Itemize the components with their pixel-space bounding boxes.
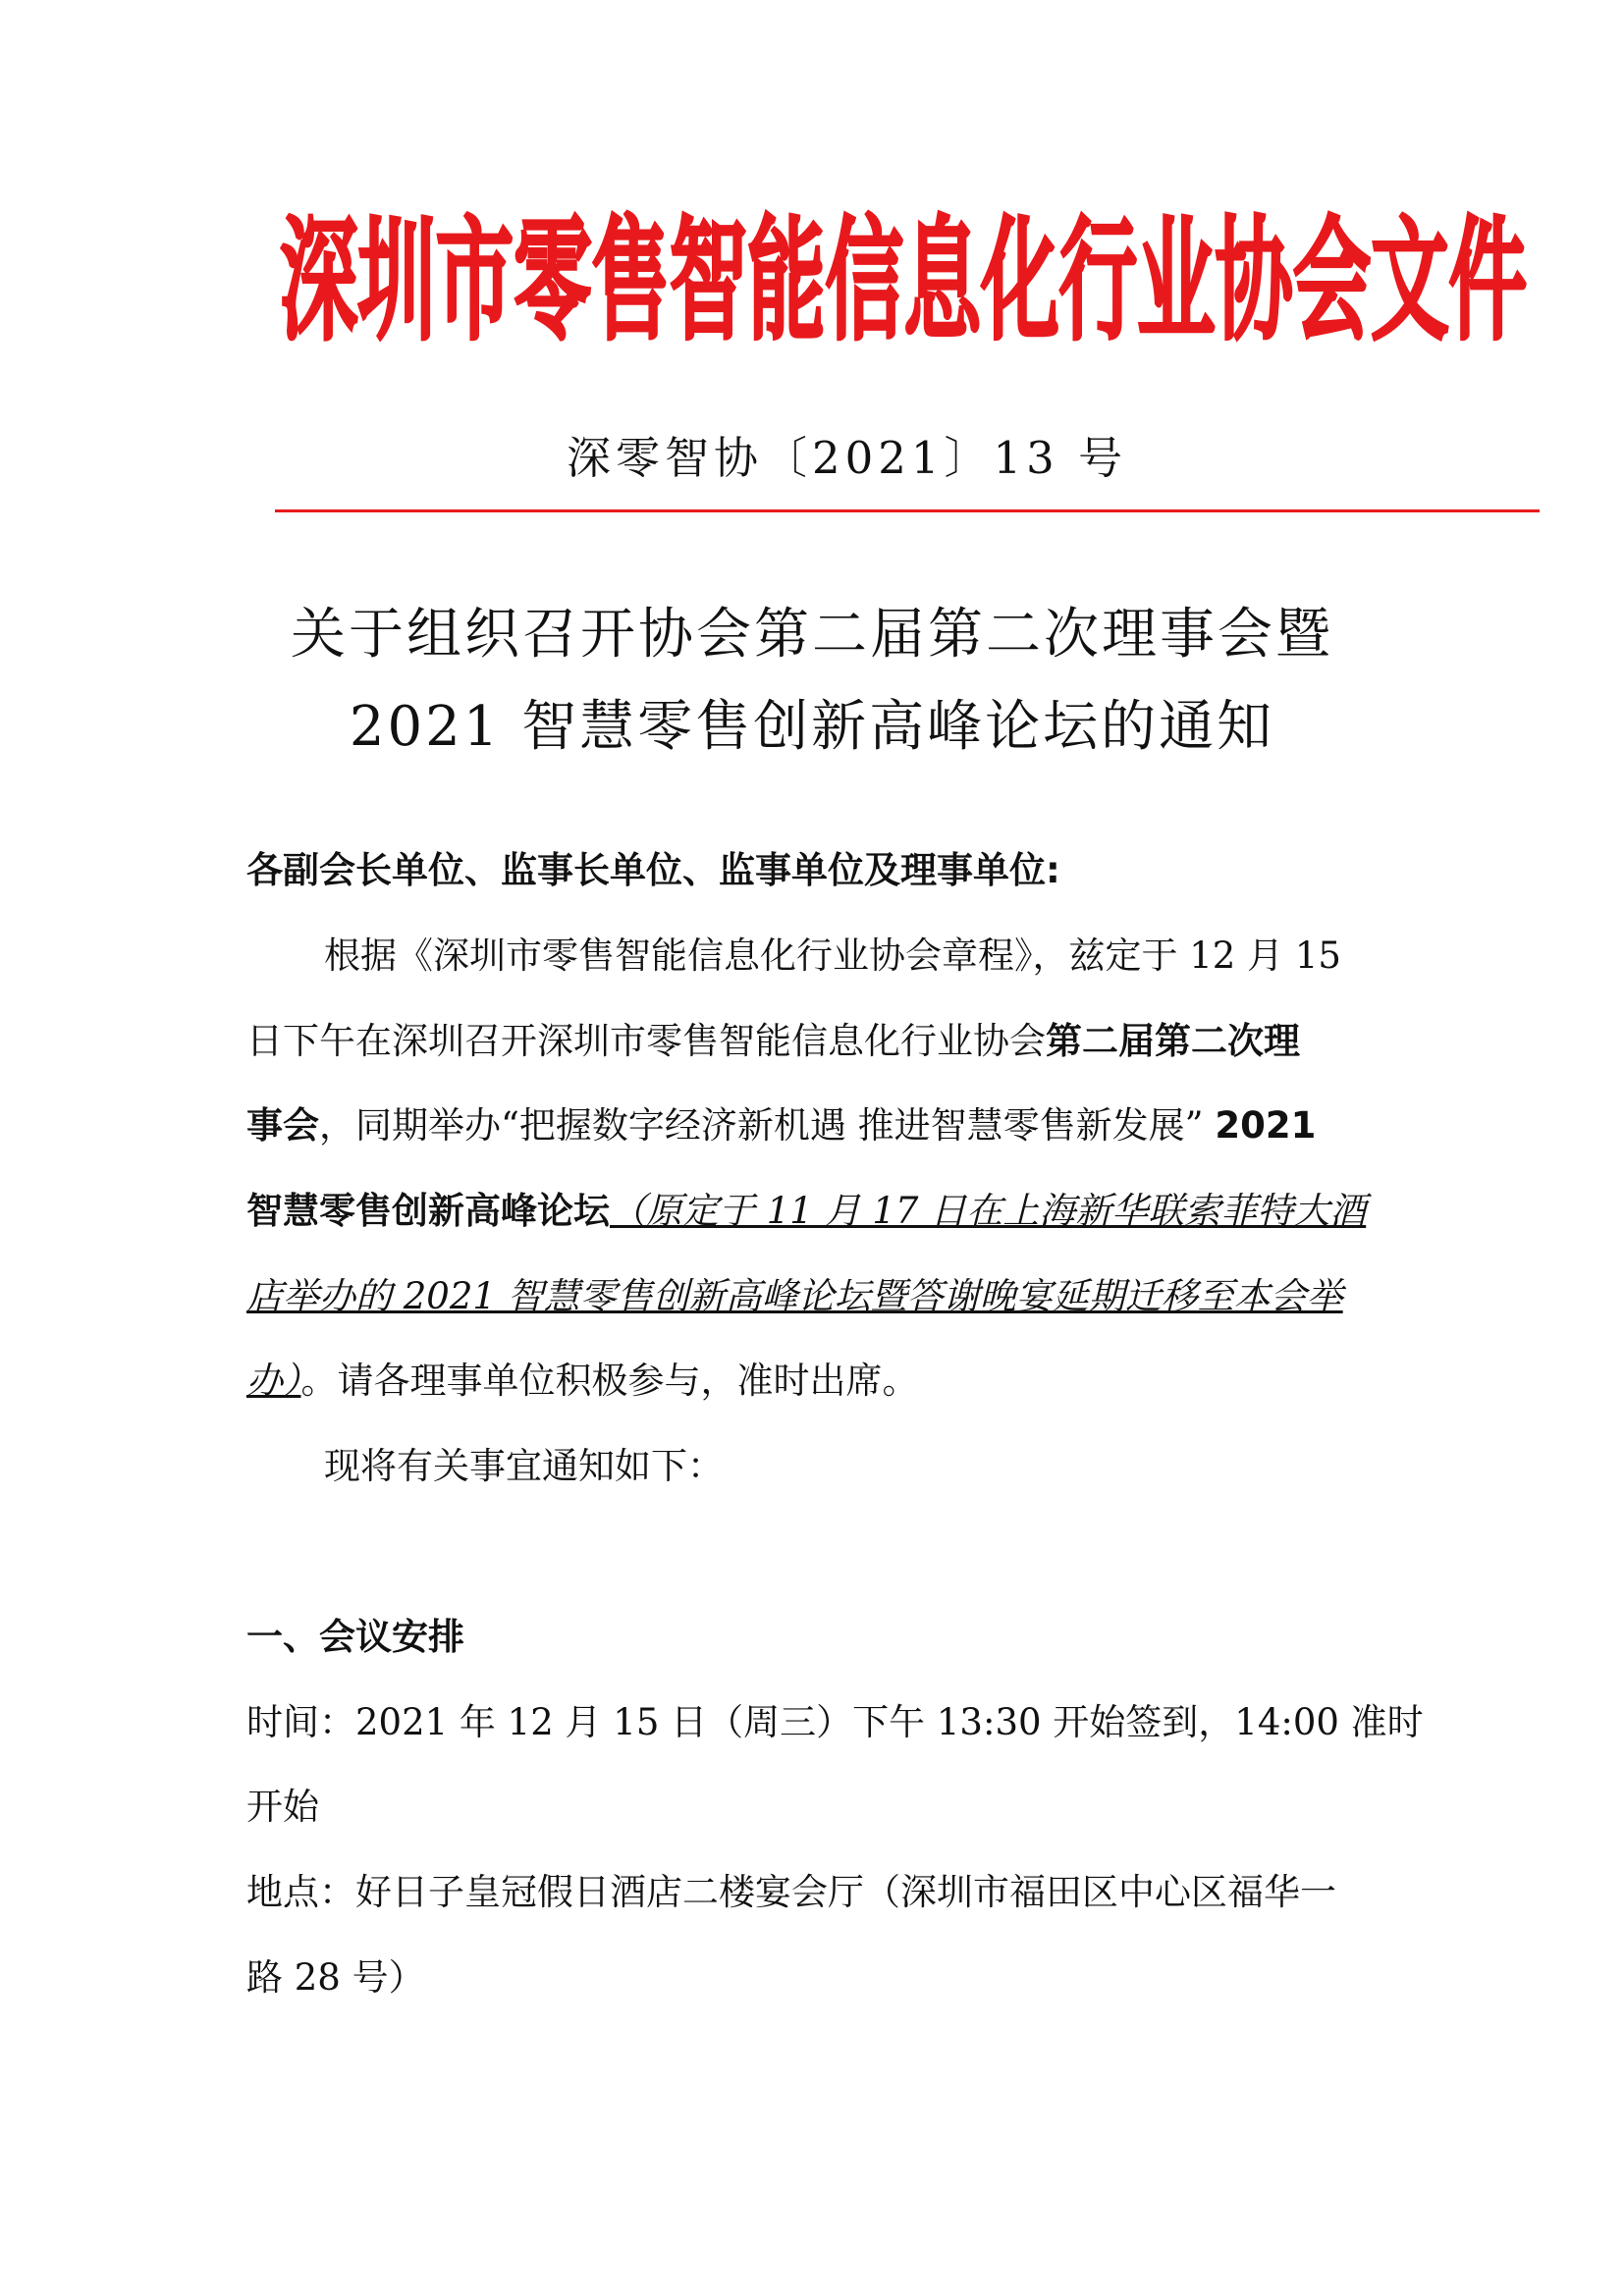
text-bold: 第二届第二次理 <box>1046 1020 1300 1062</box>
text-bold: 2021 <box>1215 1104 1317 1147</box>
salutation: 各副会长单位、监事长单位、监事单位及理事单位: <box>246 849 1060 891</box>
section-heading-1: 一、会议安排 <box>246 1616 464 1658</box>
letterhead-text: 深圳市零售智能信息化行业协会文件 <box>280 204 1527 359</box>
paragraph-1-line-1: 根据《深圳市零售智能信息化行业协会章程》，兹定于 12 月 15 <box>324 934 1341 977</box>
text-plain: ，同期举办“把握数字经济新机遇 推进智慧零售新发展” <box>319 1104 1216 1147</box>
meeting-time-line-2: 开始 <box>246 1786 319 1828</box>
text-bold: 事会 <box>246 1104 319 1147</box>
postponement-note: 办） <box>246 1360 301 1402</box>
text-plain: 。请各理事单位积极参与，准时出席。 <box>300 1360 919 1402</box>
text-plain: 日下午在深圳召开深圳市零售智能信息化行业协会 <box>246 1020 1046 1062</box>
meeting-place-line-2: 路 28 号） <box>246 1956 425 1999</box>
paragraph-1-line-5: 店举办的 2021 智慧零售创新高峰论坛暨答谢晚宴延期迁移至本会举 <box>246 1275 1343 1317</box>
paragraph-2: 现将有关事宜通知如下： <box>324 1445 724 1487</box>
paragraph-1-line-4 <box>246 1187 1366 1236</box>
notice-title-line-1: 关于组织召开协会第二届第二次理事会暨 <box>291 603 1333 667</box>
meeting-place-line-1: 地点：好日子皇冠假日酒店二楼宴会厅（深圳市福田区中心区福华一 <box>246 1871 1336 1913</box>
postponement-note: （原定于 11 月 17 日在上海新华联索菲特大酒 <box>610 1190 1367 1232</box>
notice-title-line-2: 2021 智慧零售创新高峰论坛的通知 <box>349 695 1275 759</box>
forum-name: 智慧零售创新高峰论坛 <box>246 1190 610 1232</box>
paragraph-1-line-3 <box>246 1101 1316 1150</box>
meeting-time-line-1: 时间：2021 年 12 月 15 日（周三）下午 13:30 开始签到，14:00 准时 <box>246 1701 1424 1743</box>
letterhead-title <box>275 192 1532 364</box>
header-divider <box>275 509 1540 512</box>
document-number: 深零智协〔2021〕13 号 <box>567 432 1128 484</box>
paragraph-1-line-2 <box>246 1017 1300 1066</box>
paragraph-1-line-6 <box>246 1357 919 1406</box>
